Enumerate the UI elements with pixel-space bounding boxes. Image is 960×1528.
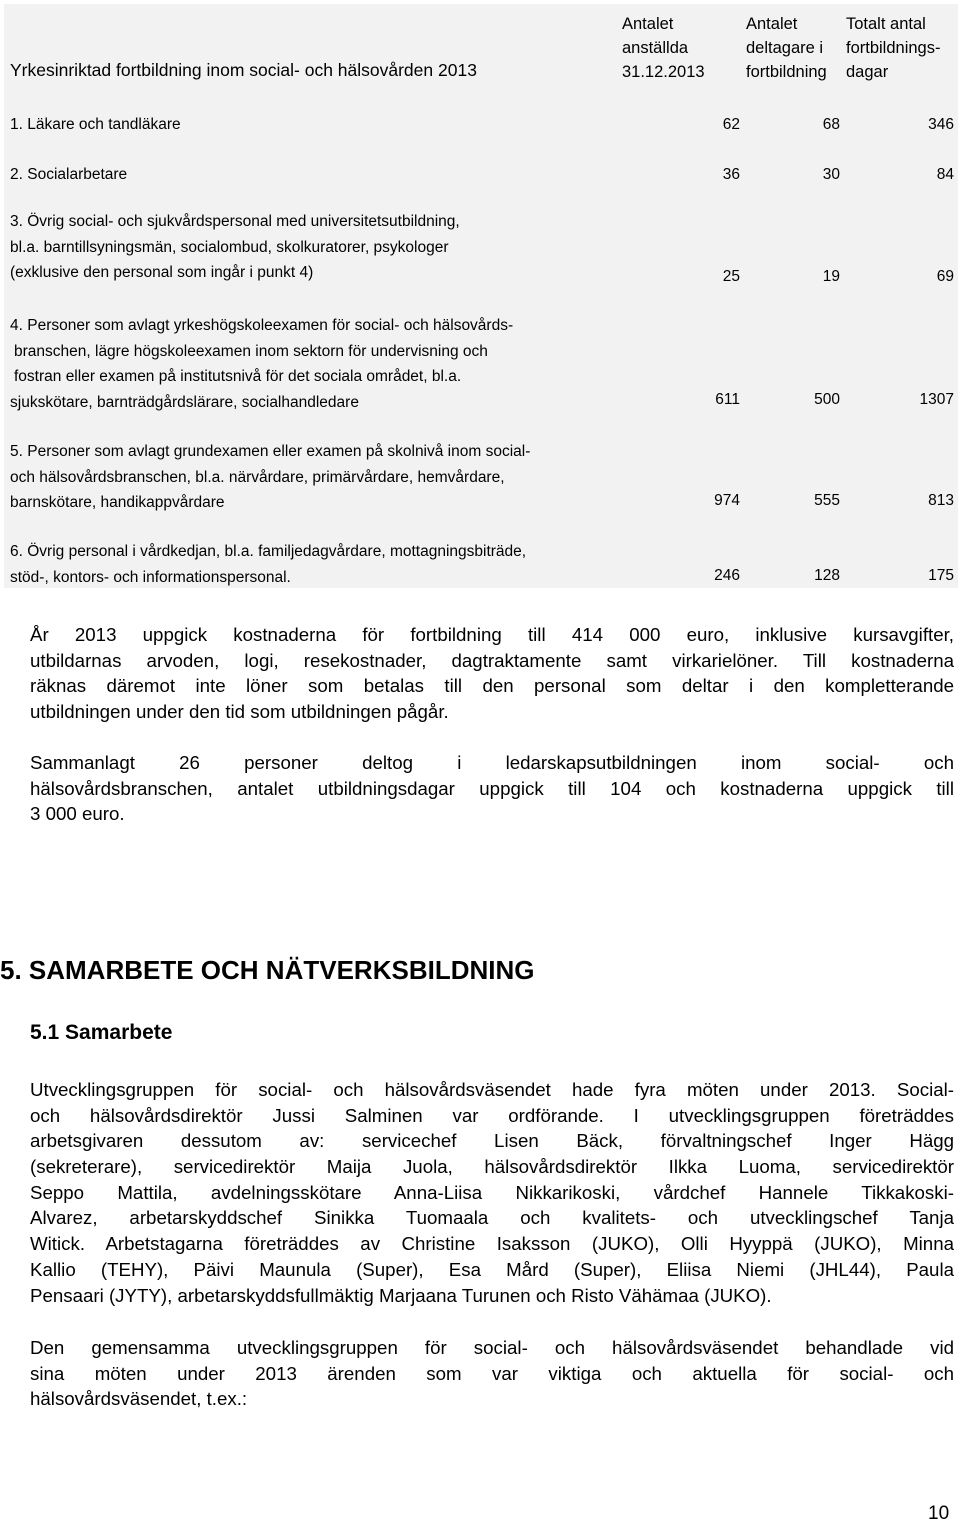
table-title: Yrkesinriktad fortbildning inom social- och hälsovården 2013: [10, 60, 477, 80]
table-cell-value: 62: [722, 116, 740, 133]
table-cell-value: 500: [814, 391, 840, 408]
table-cell-value: 1307: [919, 391, 954, 408]
table-cell-value: 84: [936, 166, 954, 183]
section-heading: 5. SAMARBETE OCH NÄTVERKSBILDNING: [0, 955, 535, 985]
table-cell-value: 175: [928, 567, 954, 584]
fortbildning-table: [4, 4, 958, 588]
table-cell-value: 128: [814, 567, 840, 584]
table-cell-value: 611: [715, 391, 740, 408]
table-cell-value: 36: [722, 166, 740, 183]
paragraph-development-group: Utvecklingsgruppen för social- och hälsovårdsväsendet hade fyra möten under 2013. Social- och hälsovårdsdirektör Jussi Salminen var ordförande. I utvecklingsgruppen företräddes arbetsgivaren dessutom av: servicechef Lisen Bäck, förvaltningschef Inger Hägg (sekreterare), servicedirektör Maija Juola, hälsovårdsdirektör Ilkka Luoma, servicedirektör Seppo Mattila, avdelningsskötare Anna-Liisa Nikkarikoski, vårdchef Hannele Tikkakoski- Alvarez, arbetarskyddschef Sinikka Tuomaala och kvalitets- och utvecklingschef Tanja Witick. Arbetstagarna företräddes av Christine Isaksson (JUKO), Olli Hyyppä (JUKO), Minna Kallio (TEHY), Päivi Maunula (Super), Esa Mård (Super), Eliisa Niemi (JHL44), Paula Pensaari (JYTY), arbetarskyddsfullmäktig Marjaana Turunen och Risto Vähämaa (JUKO).: [30, 1079, 954, 1306]
table-cell-value: 68: [822, 116, 840, 133]
table-row-label: 6. Övrig personal i vårdkedjan, bl.a. familjedagvårdare, mottagningsbiträde, stöd-, kontors- och informationspersonal.: [10, 543, 527, 586]
table-cell-value: 813: [928, 492, 954, 509]
table-cell-value: 30: [822, 166, 840, 183]
page-number: 10: [928, 1503, 950, 1524]
paragraph-costs: År 2013 uppgick kostnaderna för fortbildning till 414 000 euro, inklusive kursavgifter, utbildarnas arvoden, logi, resekostnader, dagtraktamente samt virkarielöner. Till kostnaderna räknas däremot inte löner som betalas till den personal som deltar i den kompletterande utbildningen under den tid som utbildningen pågår.: [30, 624, 954, 723]
table-row-label: 1. Läkare och tandläkare: [10, 116, 181, 133]
col-header-anstallda: Antalet anställda 31.12.2013: [622, 15, 705, 81]
table-row-label: 2. Socialarbetare: [10, 166, 128, 183]
subsection-heading: 5.1 Samarbete: [30, 1021, 173, 1044]
table-row-label: 4. Personer som avlagt yrkeshögskoleexamen för social- och hälsovårds- branschen, lägre högskoleexamen inom sektorn för undervisning och fostran eller examen på institutsnivå för det sociala området, bl.a. sjukskötare, barnträdgårdslärare, socialhandledare: [10, 317, 514, 411]
table-cell-value: 246: [714, 567, 740, 584]
table-row-label: 5. Personer som avlagt grundexamen eller examen på skolnivå inom social- och hälsovårdsbranschen, bl.a. närvårdare, primärvårdare, hemvårdare, barnskötare, handikappvårdare: [10, 443, 531, 511]
col-header-deltagare: Antalet deltagare i fortbildning: [746, 15, 827, 81]
col-header-dagar: Totalt antal fortbildnings- dagar: [846, 15, 941, 81]
table-cell-value: 69: [936, 268, 954, 285]
table-cell-value: 974: [714, 492, 740, 509]
table-cell-value: 346: [928, 116, 954, 133]
table-cell-value: 555: [814, 492, 840, 509]
table-cell-value: 25: [722, 268, 740, 285]
table-row-label: 3. Övrig social- och sjukvårdspersonal med universitetsutbildning, bl.a. barntillsyningsmän, socialombud, skolkuratorer, psykologer (exklusive den personal som ingår i punkt 4): [10, 213, 460, 281]
paragraph-leadership: Sammanlagt 26 personer deltog i ledarskapsutbildningen inom social- och hälsovårdsbranschen, antalet utbildningsdagar uppgick till 104 och kostnaderna uppgick till 3 000 euro.: [30, 752, 954, 825]
table-cell-value: 19: [822, 268, 840, 285]
paragraph-joint-group: Den gemensamma utvecklingsgruppen för social- och hälsovårdsväsendet behandlade vid sina möten under 2013 ärenden som var viktiga och aktuella för social- och hälsovårdsväsendet, t.ex.:: [30, 1337, 954, 1410]
